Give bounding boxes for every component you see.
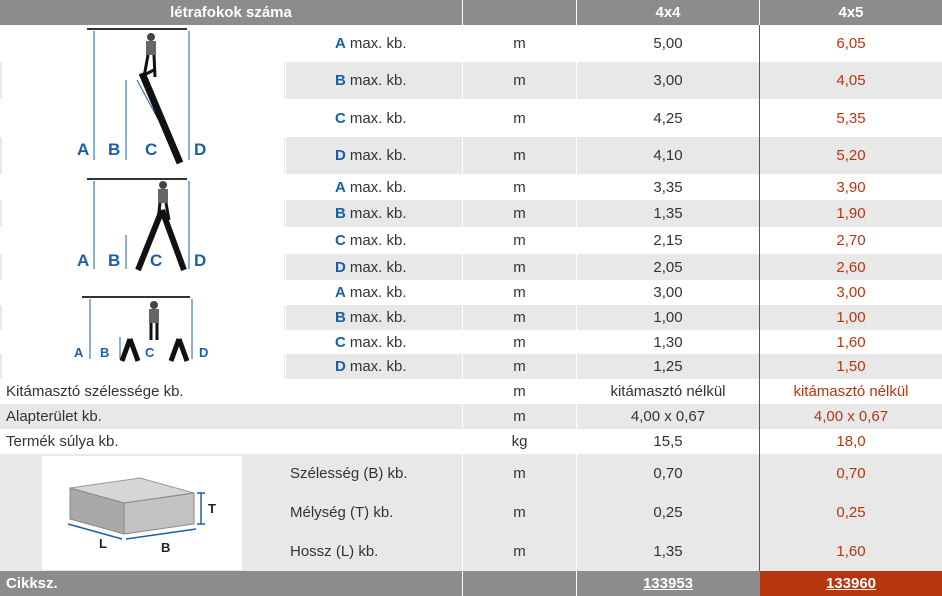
article-number-row — [0, 571, 942, 596]
dimension-label: L — [99, 536, 107, 551]
value-4x5: 1,00 — [836, 309, 866, 326]
row-unit: m — [513, 72, 526, 89]
row-label: Mélység (T) kb. — [290, 504, 394, 521]
row-label: Termék súlya kb. — [6, 433, 119, 450]
value-4x5: 0,70 — [836, 465, 866, 482]
row-unit: m — [513, 543, 526, 560]
value-4x5: 0,25 — [836, 504, 866, 521]
row-unit: m — [513, 205, 526, 222]
value-4x5: 4,00 x 0,67 — [813, 408, 889, 425]
value-4x4: 3,00 — [653, 284, 683, 301]
diagram-label: B — [100, 345, 110, 360]
divider — [759, 0, 760, 25]
row-label: Hossz (L) kb. — [290, 543, 379, 560]
value-4x5: 3,90 — [836, 178, 866, 196]
diagram-label: B — [108, 251, 121, 270]
divider — [759, 25, 760, 571]
article-link-4x4[interactable]: 133953 — [642, 575, 694, 592]
value-4x5: kitámasztó nélkül — [793, 383, 909, 400]
row-label: A max. kb. — [335, 178, 407, 196]
value-4x4: 2,05 — [653, 258, 683, 276]
diagram-label: B — [108, 140, 121, 159]
value-4x4: 3,35 — [653, 178, 683, 196]
value-4x5: 1,90 — [836, 205, 866, 222]
divider — [462, 0, 463, 25]
value-4x5: 1,60 — [836, 543, 866, 560]
value-4x4: 4,25 — [653, 109, 683, 127]
row-label: A max. kb. — [335, 284, 407, 301]
value-4x5: 18,0 — [836, 433, 866, 450]
value-4x4: 15,5 — [653, 433, 683, 450]
row-unit: m — [513, 35, 526, 52]
row-unit: m — [513, 284, 526, 301]
diagram-label: C — [150, 251, 163, 270]
value-4x4: kitámasztó nélkül — [610, 383, 726, 400]
diagram-label: C — [145, 345, 155, 360]
value-4x5: 1,60 — [836, 333, 866, 351]
diagram-label: A — [77, 140, 90, 159]
value-4x4: 0,25 — [653, 504, 683, 521]
row-unit: m — [513, 333, 526, 351]
row-unit: m — [513, 147, 526, 164]
table-row — [0, 404, 942, 429]
value-4x5: 2,70 — [836, 232, 866, 249]
row-label: D max. kb. — [335, 147, 407, 164]
row-unit: m — [513, 465, 526, 482]
header-col-4x5: 4x5 — [838, 4, 864, 21]
value-4x5: 6,05 — [836, 35, 866, 52]
ladder-positions-illustration — [2, 25, 284, 379]
value-4x5: 4,05 — [836, 72, 866, 89]
value-4x4: 2,15 — [653, 232, 683, 249]
row-unit: m — [513, 358, 526, 375]
value-4x4: 1,00 — [653, 309, 683, 326]
article-link-4x5[interactable]: 133960 — [825, 575, 877, 592]
diagram-label: D — [194, 140, 207, 159]
divider — [462, 571, 463, 596]
row-label: C max. kb. — [335, 109, 407, 127]
divider — [576, 25, 577, 571]
value-4x4: 1,25 — [653, 358, 683, 375]
value-4x4: 1,35 — [653, 205, 683, 222]
divider — [576, 571, 577, 596]
header-col-4x4: 4x4 — [655, 4, 681, 21]
diagram-label: A — [77, 251, 90, 270]
row-unit: m — [513, 309, 526, 326]
table-row — [0, 379, 942, 404]
value-4x5: 3,00 — [836, 284, 866, 301]
row-label: A max. kb. — [335, 35, 407, 52]
divider — [576, 0, 577, 25]
divider — [462, 25, 463, 571]
table-header — [0, 0, 942, 25]
row-label: B max. kb. — [335, 72, 407, 89]
diagram-label: D — [199, 345, 209, 360]
article-number-4x4[interactable] — [577, 571, 759, 596]
row-label: C max. kb. — [335, 232, 407, 249]
value-4x5: 2,60 — [836, 258, 866, 276]
row-label: Kitámasztó szélessége kb. — [6, 383, 184, 400]
dimension-label: B — [161, 540, 171, 555]
value-4x5: 1,50 — [836, 358, 866, 375]
row-label: B max. kb. — [335, 309, 407, 326]
value-4x5: 5,35 — [836, 109, 866, 127]
row-unit: m — [513, 109, 526, 127]
row-label: C max. kb. — [335, 333, 407, 351]
row-unit: m — [513, 383, 526, 400]
header-title: létrafokok száma — [170, 4, 292, 21]
value-4x4: 5,00 — [653, 35, 683, 52]
row-label: Szélesség (B) kb. — [290, 465, 408, 482]
diagram-label: D — [194, 251, 207, 270]
row-label: Alapterület kb. — [6, 408, 102, 425]
row-label: D max. kb. — [335, 258, 407, 276]
row-unit: kg — [511, 433, 528, 450]
row-unit: m — [513, 178, 526, 196]
row-label: B max. kb. — [335, 205, 407, 222]
dimension-label: T — [208, 501, 216, 516]
value-4x4: 4,10 — [653, 147, 683, 164]
package-box-illustration — [42, 456, 242, 570]
row-unit: m — [513, 504, 526, 521]
value-4x4: 4,00 x 0,67 — [630, 408, 706, 425]
diagram-label: A — [74, 345, 84, 360]
value-4x4: 0,70 — [653, 465, 683, 482]
value-4x5: 5,20 — [836, 147, 866, 164]
value-4x4: 1,35 — [653, 543, 683, 560]
value-4x4: 3,00 — [653, 72, 683, 89]
article-number-4x5[interactable] — [760, 571, 942, 596]
value-4x4: 1,30 — [653, 333, 683, 351]
divider — [285, 25, 286, 379]
table-row — [0, 429, 942, 454]
row-unit: m — [513, 408, 526, 425]
row-unit: m — [513, 258, 526, 276]
row-unit: m — [513, 232, 526, 249]
article-label: Cikksz. — [6, 575, 58, 592]
row-label: D max. kb. — [335, 358, 407, 375]
diagram-label: C — [145, 140, 158, 159]
